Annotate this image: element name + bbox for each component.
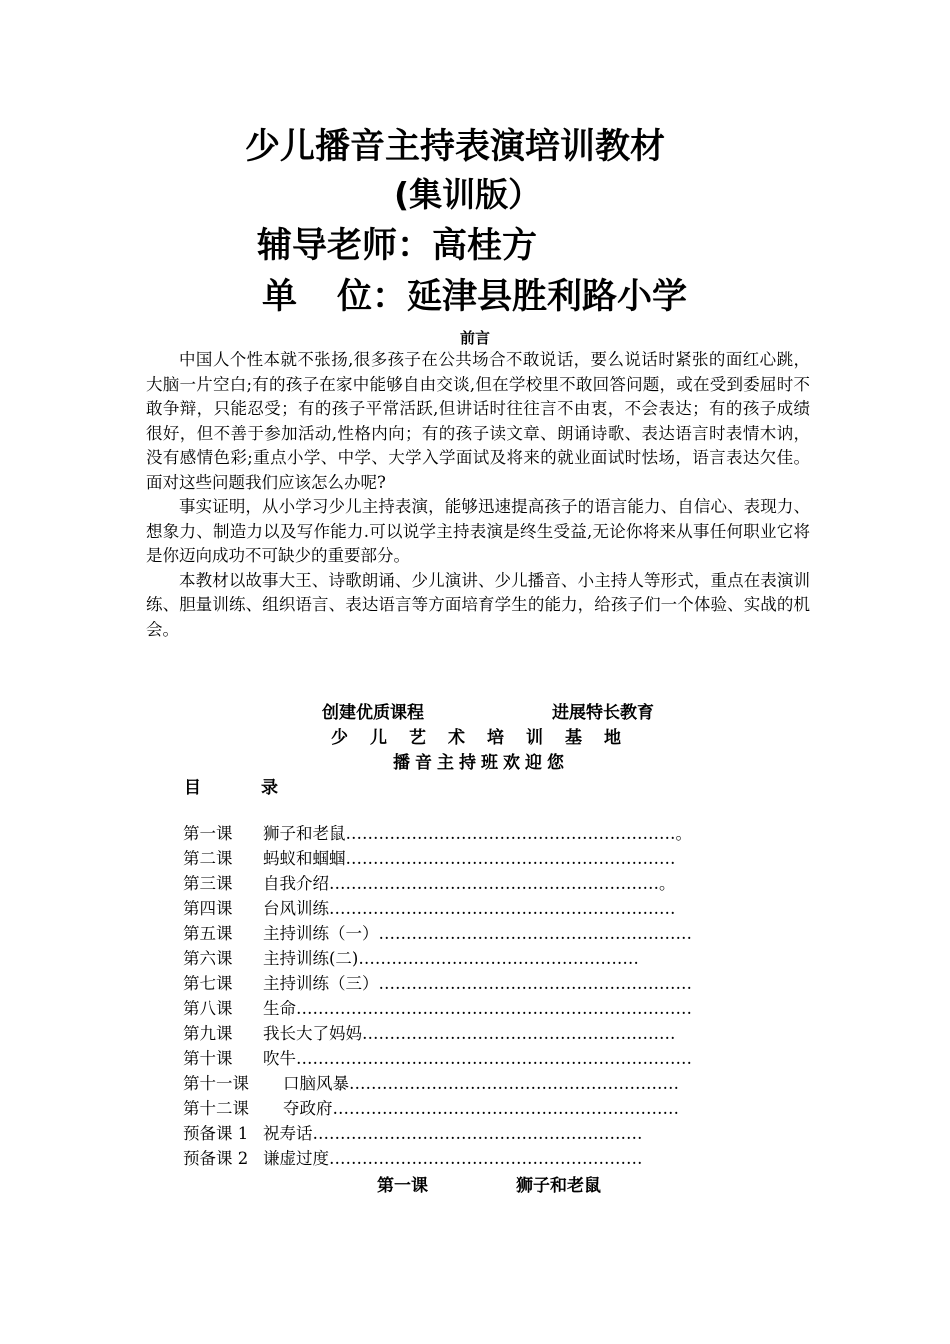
toc-item-number: 第四课 [183, 899, 233, 918]
table-of-contents [183, 821, 692, 1171]
document-subtitle: (集训版） [394, 175, 542, 214]
toc-item-title: 夺政府……………………………………………………… [283, 1099, 679, 1118]
toc-item-title: 吹牛……………………………………………………………… [263, 1049, 692, 1068]
toc-item[interactable] [183, 1046, 692, 1071]
toc-item-number: 第十一课 [183, 1074, 249, 1093]
toc-item-title: 生命……………………………………………………………… [263, 999, 692, 1018]
lesson-heading-title: 狮子和老鼠 [516, 1176, 601, 1196]
toc-item[interactable] [183, 1071, 692, 1096]
toc-item[interactable] [183, 921, 692, 946]
training-base: 少儿艺术培训基地 [331, 728, 643, 748]
toc-item[interactable] [183, 946, 692, 971]
unit-label-2: 位： [337, 277, 408, 317]
toc-item-number: 第八课 [183, 999, 233, 1018]
toc-item[interactable] [183, 1096, 692, 1121]
toc-title-1: 目 [184, 778, 201, 798]
toc-item-number: 预备课 1 [183, 1124, 249, 1143]
teacher-name: 高桂方 [432, 226, 538, 266]
document-title: 少儿播音主持表演培训教材 [245, 127, 666, 167]
toc-item-number: 第七课 [183, 974, 233, 993]
toc-item[interactable] [183, 996, 692, 1021]
toc-item[interactable] [183, 1146, 692, 1171]
toc-item-title: 狮子和老鼠……………………………………………………。 [263, 824, 692, 843]
unit-line [262, 277, 688, 317]
preface-paragraph: 本教材以故事大王、诗歌朗诵、少儿演讲、少儿播音、小主持人等形式，重点在表演训练、胆量训练、组织语言、表达语言等方面培育学生的能力，给孩子们一个体验、实战的机会。 [146, 570, 810, 639]
unit-name: 延津县胜利路小学 [407, 277, 688, 317]
toc-item-number: 第十课 [183, 1049, 233, 1068]
toc-item-title: 台风训练……………………………………………………… [263, 899, 676, 918]
toc-item[interactable] [183, 1021, 692, 1046]
toc-item[interactable] [183, 821, 692, 846]
teacher-line [257, 226, 538, 266]
preface-paragraph: 事实证明，从小学习少儿主持表演，能够迅速提高孩子的语言能力、自信心、表现力、想象力、制造力以及写作能力.可以说学主持表演是终生受益,无论你将来从事任何职业它将是你迈向成功不可缺少的重要部分。 [146, 497, 810, 565]
toc-item-title: 祝寿话…………………………………………………… [263, 1124, 643, 1143]
toc-item-title: 蚂蚁和蝈蝈…………………………………………………… [263, 849, 676, 868]
toc-item[interactable] [183, 1121, 692, 1146]
toc-item-title: 主持训练（一）………………………………………………… [263, 924, 692, 943]
teacher-label: 辅导老师： [257, 226, 433, 266]
toc-item-number: 第五课 [183, 924, 233, 943]
toc-item-number: 第一课 [183, 824, 233, 843]
welcome-line: 播音主持班欢迎您 [393, 753, 569, 773]
toc-item-title: 我长大了妈妈………………………………………………… [263, 1024, 676, 1043]
slogan-right: 进展特长教育 [552, 703, 654, 723]
toc-item-title: 自我介绍……………………………………………………。 [263, 874, 676, 893]
unit-label-1: 单 [262, 277, 298, 317]
toc-title [184, 773, 278, 798]
toc-item-title: 口脑风暴…………………………………………………… [283, 1074, 679, 1093]
toc-item[interactable] [183, 871, 692, 896]
toc-item[interactable] [183, 971, 692, 996]
toc-item-title: 主持训练(二)…………………………………………… [263, 949, 639, 968]
toc-title-2: 录 [261, 778, 278, 798]
lesson-heading-number: 第一课 [377, 1176, 428, 1196]
toc-item-number: 第十二课 [183, 1099, 249, 1118]
toc-item[interactable] [183, 846, 692, 871]
toc-item[interactable] [183, 896, 692, 921]
toc-item-number: 第六课 [183, 949, 233, 968]
toc-item-number: 预备课 2 [183, 1149, 249, 1168]
slogan-left: 创建优质课程 [322, 703, 424, 723]
preface-title: 前言 [459, 329, 490, 347]
preface-body [146, 348, 810, 642]
preface-paragraph: 中国人个性本就不张扬,很多孩子在公共场合不敢说话，要么说话时紧张的面红心跳，大脑一片空白;有的孩子在家中能够自由交谈,但在学校里不敢回答问题，或在受到委屈时不敢争辩，只能忍受；有的孩子平常活跃,但讲话时往往言不由衷，不会表达；有的孩子成绩很好，但不善于参加活动,性格内向；有的孩子读文章、朗诵诗歌、表达语言时表情木讷，没有感情色彩;重点小学、中学、大学入学面试及将来的就业面试时怯场，语言表达欠佳。面对这些问题我们应该怎么办呢? [146, 350, 810, 492]
toc-item-number: 第三课 [183, 874, 233, 893]
toc-item-title: 主持训练（三）………………………………………………… [263, 974, 692, 993]
toc-item-number: 第九课 [183, 1024, 233, 1043]
toc-item-number: 第二课 [183, 849, 233, 868]
toc-item-title: 谦虚过度………………………………………………… [263, 1149, 643, 1168]
